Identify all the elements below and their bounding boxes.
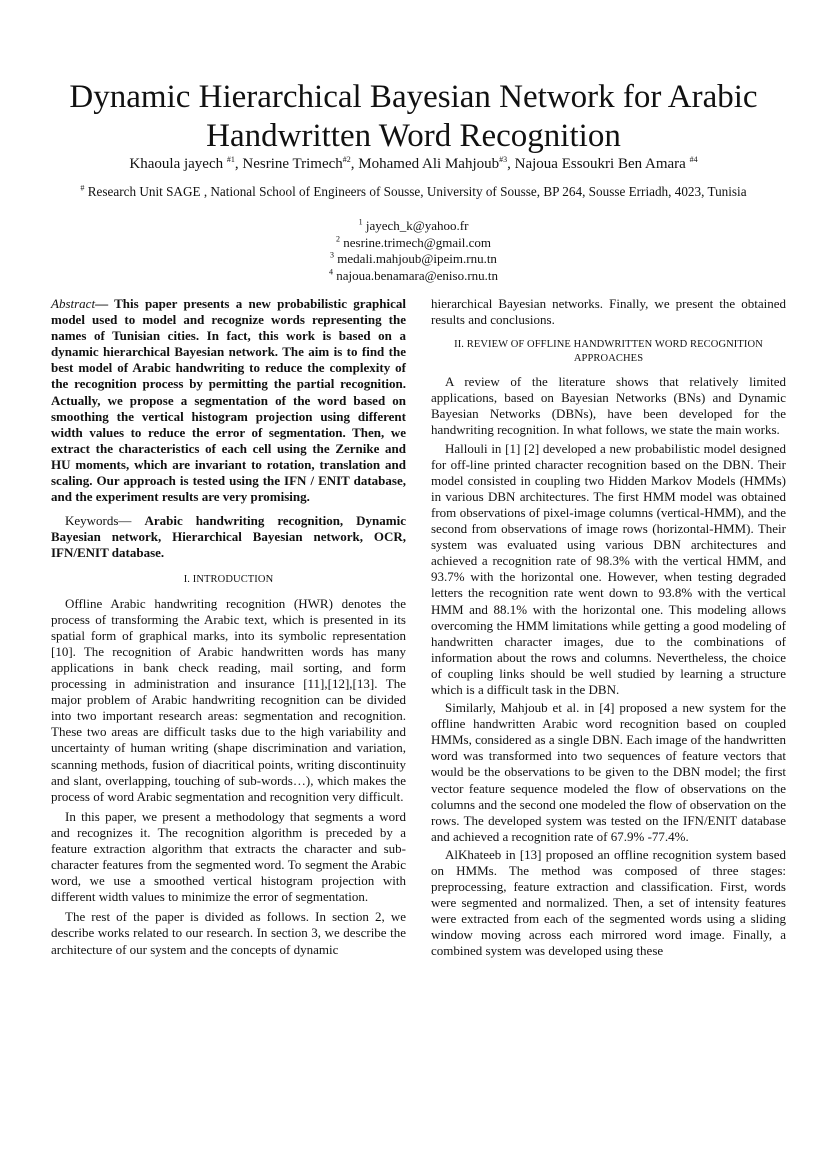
body-paragraph: Hallouli in [1] [2] developed a new probabilistic model designed for off-line printed character recognition based on the DBN. Their model consisted in coupling two Hidden Markov Models (HMMs) in various DBN architectures. The first HMM model was obtained from observations of pixel-image columns (vertical-HMM), and the second from observations of image rows (horizontal-HMM). Their system was evaluated using various DBN architectures and achieved a recognition rate of 98.3% with the vertical HMM, and 93.7% with the horizontal one. However, when testing degraded letters the recognition rate went down to 93.8% with the vertical HMM and 88.1% with the horizontal one. This modeling allows overcoming the HMM limitations while getting a good modeling of handwritten character images, due to the combinations of information about the rows and columns. Nevertheless, the choice of coupling links should be well studied by learning a structure which is a difficult task in the DBN. (431, 440, 786, 697)
author-name: Nesrine Trimech (242, 156, 343, 172)
author-name: Khaoula jayech (129, 156, 227, 172)
affiliation-mark: # (80, 183, 85, 193)
left-column (51, 296, 406, 958)
body-paragraph: In this paper, we present a methodology that segments a word and recognizes it. The recognition algorithm is preceded by a feature extraction algorithm that extracts the character and sub-character features from the segmented word. To segment the Arabic word, we use a smoothed vertical histogram projection with different width values to minimize the error of segmentation. (51, 808, 406, 905)
email-address[interactable]: nesrine.trimech@gmail.com (340, 234, 491, 250)
email-line: $^2$ nesrine.trimech@gmail.com (336, 234, 491, 250)
author-name: Mohamed Ali Mahjoub (358, 156, 500, 172)
author-list: Khaoula jayech $^{\#1}$, Nesrine Trimech$^{\#2}$, Mohamed Ali Mahjoub$^{\#3}$, Najoua Essoukri Ben Amara $^{\#4}$ (129, 155, 698, 172)
author-mark: #1 (226, 155, 235, 164)
body-paragraph: A review of the literature shows that relatively limited applications, based on Bayesian Networks (BNs) and Dynamic Bayesian Networks (DBNs), have been developed for the handwriting recognition. In what follows, we state the main works. (431, 374, 786, 438)
author-name: Najoua Essoukri Ben Amara (514, 156, 690, 172)
abstract-text: This paper presents a new probabilistic graphical model used to model and recognize words representing the names of Tunisian cities. In fact, this work is based on a dynamic hierarchical Bayesian network. The aim is to find the best model of Arabic handwriting to reduce the complexity of the recognition process by permitting the partial recognition. Actually, we propose a segmentation of the word based on smoothing the vertical histogram projection using different width values to reduce the error of segmentation. Then, we extract the characteristics of each cell using the Zernike and HU moments, which are invariant to rotation, translation and scaling. Our approach is tested using the IFN / ENIT database, and the experiment results are very promising. (51, 296, 407, 505)
affiliation-text: Research Unit SAGE , National School of Engineers of Sousse, University of Sousse, BP 264, Sousse Erriadh, 4023, Tunisia (84, 184, 747, 199)
section-heading-introduction: I. INTRODUCTION (183, 573, 274, 585)
body-paragraph: Similarly, Mahjoub et al. in [4] proposed a new system for the offline handwritten Arabic word recognition based on coupled HMMs, considered as a single DBN. Each image of the handwritten word was transformed into two sequences of feature vectors that would be the observations to be given to the DBN model; the first vector feature sequence modeled the flow of observations on the columns and the second one modeled the flow of observation on the rows. The developed system was tested on the IFN/ENIT database and achieved a recognition rate of 67.9% -77.4%. (431, 700, 786, 844)
affiliation (30, 184, 797, 200)
email-address[interactable]: jayech_k@yahoo.fr (362, 218, 469, 233)
author-mark: #4 (689, 155, 698, 164)
abstract: Abstract— This paper presents a new probabilistic graphical model used to model and recognize words representing the names of Tunisian cities. In fact, this work is based on a dynamic hierarchical Bayesian network. The aim is to find the best model of Arabic handwriting to reduce the complexity of the recognition process by permitting the partial recognition. Actually, we propose a segmentation of the word based on smoothing the vertical histogram projection using different width values to reduce the error of segmentation. Then, we extract the characteristics of each cell using the Zernike and HU moments, which are invariant to rotation, translation and scaling. Our approach is tested using the IFN / ENIT database, and the experiment results are very promising. (51, 296, 407, 505)
title-line-2: Handwritten Word Recognition (206, 118, 621, 154)
author-mark: #2 (342, 155, 351, 164)
email-list (200, 218, 627, 284)
keywords (51, 513, 406, 561)
right-column (431, 296, 786, 960)
title-line-1: Dynamic Hierarchical Bayesian Network for Arabic (69, 79, 758, 115)
body-paragraph: The rest of the paper is divided as follows. In section 2, we describe works related to our research. In section 3, we describe the architecture of our system and the concepts of dynamic (51, 909, 406, 957)
body-paragraph: AlKhateeb in [13] proposed an offline recognition system based on HMMs. The method was composed of three stages: preprocessing, feature extraction and classification. First, words were segmented and normalized. Then, a set of intensity features were extracted from each of the segmented words using a sliding window moving across each mirrored word image. Finally, a combined system was developed using these (431, 846, 786, 959)
email-address[interactable]: najoua.benamara@eniso.rnu.tn (332, 267, 499, 283)
section-heading-review: II. REVIEW OF OFFLINE HANDWRITTEN WORD RECOGNITION APPROACHES (454, 339, 763, 365)
email-line: $^4$ najoua.benamara@eniso.rnu.tn (328, 267, 499, 283)
author-mark: #3 (499, 155, 508, 164)
body-paragraph: hierarchical Bayesian networks. Finally, we present the obtained results and conclusions. (431, 296, 786, 328)
email-line: $^3$ medali.mahjoub@ipeim.rnu.tn (330, 250, 497, 266)
email-address[interactable]: medali.mahjoub@ipeim.rnu.tn (334, 251, 497, 266)
body-paragraph: Offline Arabic handwriting recognition (HWR) denotes the process of transforming the Arabic text, which is presented in its spatial form of graphical marks, into its symbolic representation [10]. The recognition of Arabic handwritten words has many applications in bank check reading, mail sorting, and form processing in administration and insurance [11],[12],[13]. The major problem of Arabic handwriting recognition can be divided into two important research areas: segmentation and recognition. These two areas are difficult tasks due to the high variability and uncertainty of human writing (shape discrimination and variation, scanning methods, fusion of diacritical points, writing discontinuity and slant, overlapping, touching of sub-words…), which makes the process of word Arabic segmentation and recognition very difficult. (51, 595, 406, 804)
keywords-text: Arabic handwriting recognition, Dynamic Bayesian network, Hierarchical Bayesian network, OCR, IFN/ENIT database. (51, 513, 406, 561)
keywords-label: Keywords— (65, 513, 145, 529)
email-line: $^1$ jayech_k@yahoo.fr (358, 217, 469, 233)
paper-title (40, 78, 787, 156)
abstract-label: Abstract (51, 296, 96, 311)
